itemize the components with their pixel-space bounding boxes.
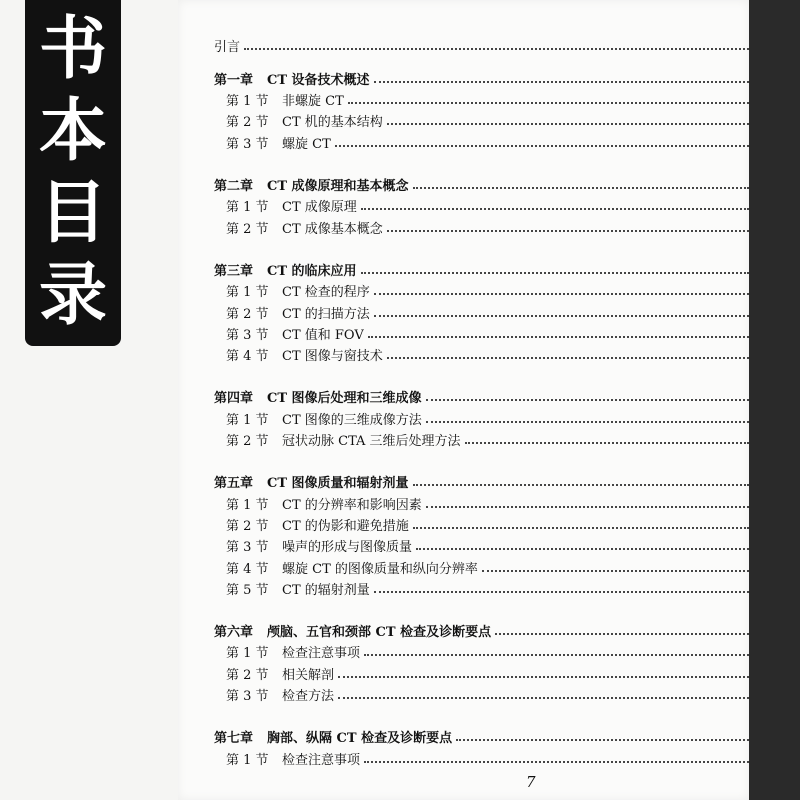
toc-section[interactable] bbox=[178, 90, 749, 110]
badge-char: 目 bbox=[38, 174, 107, 253]
leader-dots bbox=[416, 547, 749, 550]
toc-section[interactable] bbox=[178, 642, 749, 662]
toc-chapter[interactable] bbox=[178, 175, 749, 195]
section-title: CT 的辐射剂量 bbox=[282, 582, 370, 598]
leader-dots bbox=[244, 47, 749, 50]
leader-dots bbox=[338, 675, 749, 678]
section-number: 第 3 节 bbox=[226, 689, 269, 704]
leader-dots bbox=[413, 526, 749, 529]
chapter-title: 胸部、纵隔 CT 检查及诊断要点 bbox=[267, 731, 453, 747]
chapter-title: 颅脑、五官和颈部 CT 检查及诊断要点 bbox=[267, 625, 492, 641]
toc-chapter[interactable] bbox=[178, 259, 749, 279]
badge-char: 书 bbox=[38, 10, 107, 89]
left-margin bbox=[0, 0, 178, 800]
toc-section[interactable] bbox=[178, 111, 749, 131]
section-number: 第 4 节 bbox=[226, 561, 269, 577]
section-title: 螺旋 CT bbox=[282, 136, 331, 152]
leader-dots bbox=[374, 314, 749, 317]
section-number: 第 1 节 bbox=[226, 497, 269, 513]
section-number: 第 3 节 bbox=[226, 540, 269, 556]
leader-dots bbox=[368, 335, 749, 338]
leader-dots bbox=[361, 207, 749, 210]
section-title: CT 图像的三维成像方法 bbox=[282, 412, 422, 428]
toc-chapter[interactable] bbox=[178, 387, 749, 407]
section-title: CT 成像基本概念 bbox=[282, 221, 383, 237]
section-title: CT 图像与窗技术 bbox=[282, 349, 383, 365]
leader-dots bbox=[465, 441, 749, 444]
leader-dots bbox=[387, 356, 749, 359]
toc-section[interactable] bbox=[178, 685, 749, 705]
section-number: 第 2 节 bbox=[226, 518, 269, 534]
page-number: 7 bbox=[526, 773, 536, 791]
section-number: 第 2 节 bbox=[226, 306, 269, 322]
section-number: 第 2 节 bbox=[226, 434, 269, 449]
section-number: 第 1 节 bbox=[226, 285, 269, 301]
chapter-title: CT 成像原理和基本概念 bbox=[267, 179, 409, 194]
leader-dots bbox=[364, 760, 749, 763]
toc-section[interactable] bbox=[178, 217, 749, 237]
leader-dots bbox=[426, 398, 749, 401]
leader-dots bbox=[374, 80, 749, 83]
section-title: CT 的分辨率和影响因素 bbox=[282, 497, 422, 513]
chapter-title: CT 图像质量和辐射剂量 bbox=[267, 476, 409, 492]
chapter-number: 第七章 bbox=[214, 731, 254, 747]
leader-dots bbox=[426, 420, 749, 423]
leader-dots bbox=[361, 271, 749, 274]
leader-dots bbox=[413, 186, 749, 189]
leader-dots bbox=[374, 590, 749, 593]
section-number: 第 1 节 bbox=[226, 412, 269, 428]
chapter-title: CT 设备技术概述 bbox=[267, 72, 370, 88]
toc-section[interactable] bbox=[178, 536, 749, 556]
toc-section[interactable] bbox=[178, 578, 749, 598]
section-title: CT 的伪影和避免措施 bbox=[282, 518, 409, 534]
toc-section[interactable] bbox=[178, 196, 749, 216]
section-number: 第 1 节 bbox=[226, 752, 269, 768]
chapter-number: 第二章 bbox=[214, 179, 254, 194]
section-title: CT 成像原理 bbox=[282, 200, 357, 216]
chapter-number: 第四章 bbox=[214, 391, 254, 407]
leader-dots bbox=[348, 101, 749, 104]
toc-intro[interactable] bbox=[178, 35, 749, 55]
book-page bbox=[178, 0, 749, 800]
leader-dots bbox=[335, 144, 749, 147]
leader-dots bbox=[482, 569, 749, 572]
section-title: 非螺旋 CT bbox=[282, 94, 344, 110]
chapter-title: CT 图像后处理和三维成像 bbox=[267, 391, 422, 407]
section-title: 螺旋 CT 的图像质量和纵向分辨率 bbox=[282, 561, 478, 577]
section-number: 第 5 节 bbox=[226, 582, 269, 598]
section-number: 第 2 节 bbox=[226, 115, 269, 131]
toc-section[interactable] bbox=[178, 323, 749, 343]
toc-chapter[interactable] bbox=[178, 68, 749, 88]
section-title: 相关解剖 bbox=[282, 667, 335, 683]
toc-section[interactable] bbox=[178, 514, 749, 534]
leader-dots bbox=[495, 632, 749, 635]
section-title: 噪声的形成与图像质量 bbox=[282, 540, 413, 556]
toc-section[interactable] bbox=[178, 557, 749, 577]
title-badge bbox=[25, 0, 121, 346]
chapter-number: 第六章 bbox=[214, 625, 254, 641]
chapter-number: 第三章 bbox=[214, 263, 254, 279]
badge-char: 本 bbox=[38, 92, 107, 171]
leader-dots bbox=[426, 505, 749, 508]
chapter-number: 第五章 bbox=[214, 476, 254, 492]
section-title: CT 值和 FOV bbox=[282, 327, 364, 343]
right-margin bbox=[749, 0, 800, 800]
section-title: CT 的扫描方法 bbox=[282, 306, 370, 322]
section-title: 检查注意事项 bbox=[282, 646, 361, 662]
section-number: 第 1 节 bbox=[226, 94, 269, 110]
leader-dots bbox=[374, 292, 749, 295]
toc-section[interactable] bbox=[178, 430, 749, 450]
section-number: 第 1 节 bbox=[226, 200, 269, 216]
toc-chapter[interactable] bbox=[178, 621, 749, 641]
section-number: 第 4 节 bbox=[226, 349, 269, 365]
toc-section[interactable] bbox=[178, 345, 749, 365]
section-title: 检查方法 bbox=[282, 689, 335, 704]
toc-section[interactable] bbox=[178, 281, 749, 301]
toc-section[interactable] bbox=[178, 132, 749, 152]
leader-dots bbox=[338, 696, 749, 699]
section-number: 第 3 节 bbox=[226, 327, 269, 343]
leader-dots bbox=[387, 229, 749, 232]
section-title: CT 机的基本结构 bbox=[282, 115, 383, 131]
leader-dots bbox=[387, 122, 749, 125]
badge-char: 录 bbox=[38, 256, 107, 335]
section-number: 第 2 节 bbox=[226, 667, 269, 683]
section-title: 检查注意事项 bbox=[282, 752, 361, 768]
section-title: 冠状动脉 CTA 三维后处理方法 bbox=[282, 434, 461, 449]
section-title: CT 检查的程序 bbox=[282, 285, 370, 301]
section-number: 第 3 节 bbox=[226, 136, 269, 152]
toc-section[interactable] bbox=[178, 748, 749, 768]
leader-dots bbox=[364, 653, 749, 656]
toc-chapter[interactable] bbox=[178, 727, 749, 747]
chapter-title: CT 的临床应用 bbox=[267, 263, 357, 279]
toc-chapter[interactable] bbox=[178, 472, 749, 492]
leader-dots bbox=[413, 483, 749, 486]
toc-section[interactable] bbox=[178, 302, 749, 322]
toc-section[interactable] bbox=[178, 493, 749, 513]
section-number: 第 2 节 bbox=[226, 221, 269, 237]
toc-section[interactable] bbox=[178, 408, 749, 428]
intro-label: 引言 bbox=[214, 39, 241, 55]
section-number: 第 1 节 bbox=[226, 646, 269, 662]
leader-dots bbox=[456, 738, 749, 741]
chapter-number: 第一章 bbox=[214, 72, 254, 88]
toc-section[interactable] bbox=[178, 663, 749, 683]
